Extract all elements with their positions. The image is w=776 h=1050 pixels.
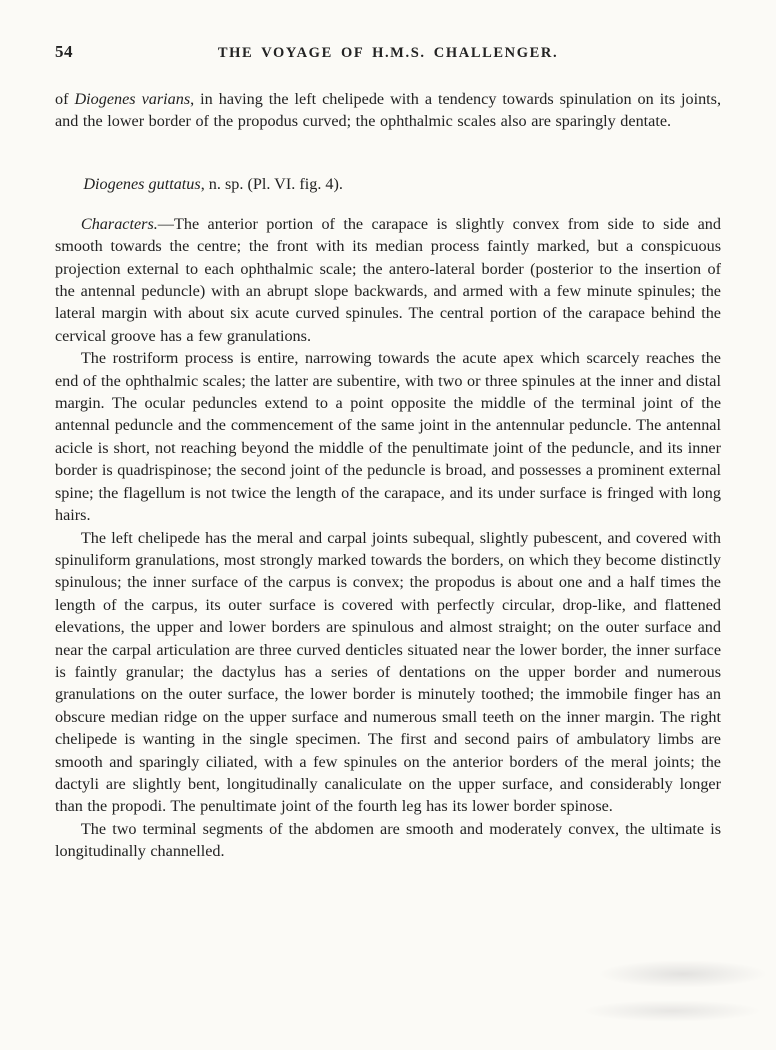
running-head	[55, 42, 721, 66]
scan-smudge	[582, 1000, 762, 1022]
species-name-italic: Diogenes guttatus	[83, 174, 201, 193]
species-heading-rest: , n. sp. (Pl. VI. fig. 4).	[200, 174, 343, 193]
text-segment: of	[55, 90, 75, 108]
paragraph-characters	[55, 213, 721, 347]
paragraph-rostriform: The rostriform process is entire, narrowing towards the acute apex which scarcely reaches the end of the ophthalmic scales; the latter are subentire, with two or three spinules at the inner and distal margin. The ocular peduncles extend to a point opposite the middle of the terminal joint of the antennal peduncle and the commencement of the same joint in the antennular peduncle. The antennal acicle is short, not reaching beyond the middle of the penultimate joint of the peduncle, and its inner border is quadrispinose; the second joint of the peduncle is broad, and possesses a prominent external spine; the flagellum is not twice the length of the carapace, and its under surface is fringed with long hairs.	[55, 349, 721, 525]
species-name-italic: Diogenes varians	[74, 90, 191, 108]
text-segment: , in having the left chelipede with a tendency towards spinulation on its joints, and the lower border of the propodus curved; the ophthalmic scales also are sparingly dentate.	[55, 90, 722, 131]
scan-smudge	[598, 960, 768, 988]
running-title: THE VOYAGE OF H.M.S. CHALLENGER.	[217, 45, 559, 61]
page-number: 54	[55, 42, 73, 61]
text-segment: —The anterior portion of the carapace is slightly convex from side to side and smooth towards the centre; the front with its median process faintly marked, but a conspicuous projection external to each ophthalmic scale; the antero-lateral border (posterior to the insertion of the antennal peduncle) with an abrupt slope backwards, and armed with a few minute spinules; the lateral margin with about six acute curved spinules. The central portion of the carapace behind the cervical groove has a few granulations.	[55, 214, 721, 345]
characters-lead-italic: Characters.	[80, 214, 158, 233]
paragraph-continuation	[55, 88, 721, 133]
paragraph-chelipede: The left chelipede has the meral and carpal joints subequal, slightly pubescent, and covered with spinuliform granulations, most strongly marked towards the borders, on which they become distinctly spinulous; the inner surface of the carpus is convex; the propodus is about one and a half times the length of the carpus, its outer surface is covered with perfectly circular, drop-like, and flattened elevations, the upper and lower borders are spinulous and almost straight; on the outer surface and near the carpal articulation are three curved denticles situated near the lower border, the inner surface is faintly granular; the dactylus has a series of dentations on the upper border and numerous granulations on the outer surface, the lower border is minutely toothed; the immobile finger has an obscure median ridge on the upper surface and numerous small teeth on the inner margin. The right chelipede is wanting in the single specimen. The first and second pairs of ambulatory limbs are smooth and sparingly ciliated, with a few spinules on the anterior borders of the meral joints; the dactyli are slightly bent, longitudinally canaliculate on the upper surface, and considerably longer than the propodi. The penultimate joint of the fourth leg has its lower border spinose.	[55, 528, 721, 816]
paragraph-abdomen: The two terminal segments of the abdomen are smooth and moderately convex, the ultimate is longitudinally channelled.	[55, 819, 721, 861]
species-heading	[55, 173, 721, 195]
